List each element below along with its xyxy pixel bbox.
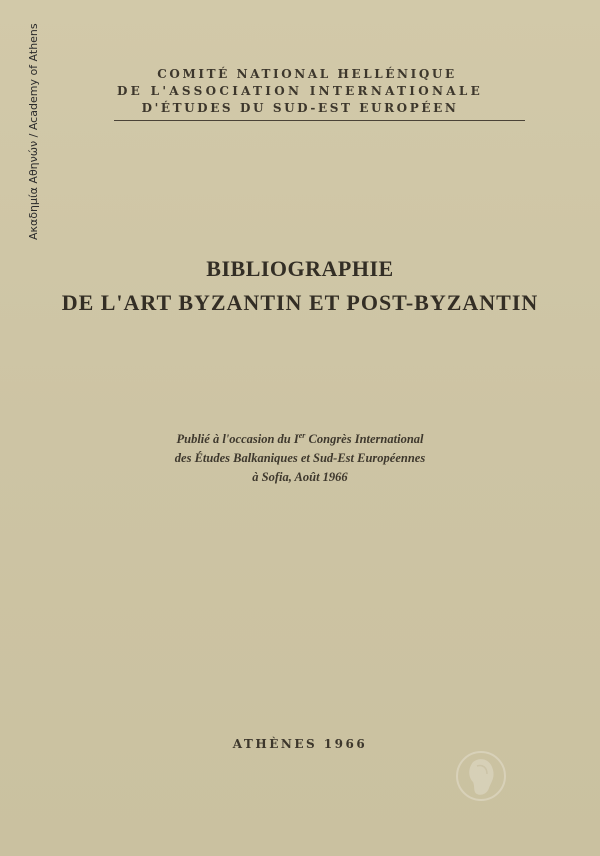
title-line-1: BIBLIOGRAPHIE [206,256,394,281]
subtitle-line-1-sup: er [298,431,306,440]
title-line-2: DE L'ART BYZANTIN ET POST-BYZANTIN [61,290,539,315]
imprint-place-date: ATHÈNES 1966 [232,737,368,751]
header-divider [114,120,525,121]
academy-seal-icon [455,748,507,804]
subtitle-line-1-post: Congrès International [305,432,424,447]
subtitle-line-3: à Sofia, Août 1966 [252,470,348,485]
academy-watermark-text: Ακαδημία Αθηνών / Academy of Athens [27,23,40,240]
publication-note [0,426,600,487]
book-title [0,252,600,320]
header-line-1: COMITÉ NATIONAL HELLÉNIQUE [157,67,457,81]
subtitle-line-1-pre: Publié à l'occasion du I [176,432,299,447]
header-line-2: DE L'ASSOCIATION INTERNATIONALE [116,84,484,98]
subtitle-line-1 [0,426,600,449]
subtitle-line-2: des Études Balkaniques et Sud-Est Européennes [174,451,426,466]
header-line-3: D'ÉTUDES DU SUD-EST EUROPÉEN [141,101,459,115]
committee-header [0,66,600,117]
